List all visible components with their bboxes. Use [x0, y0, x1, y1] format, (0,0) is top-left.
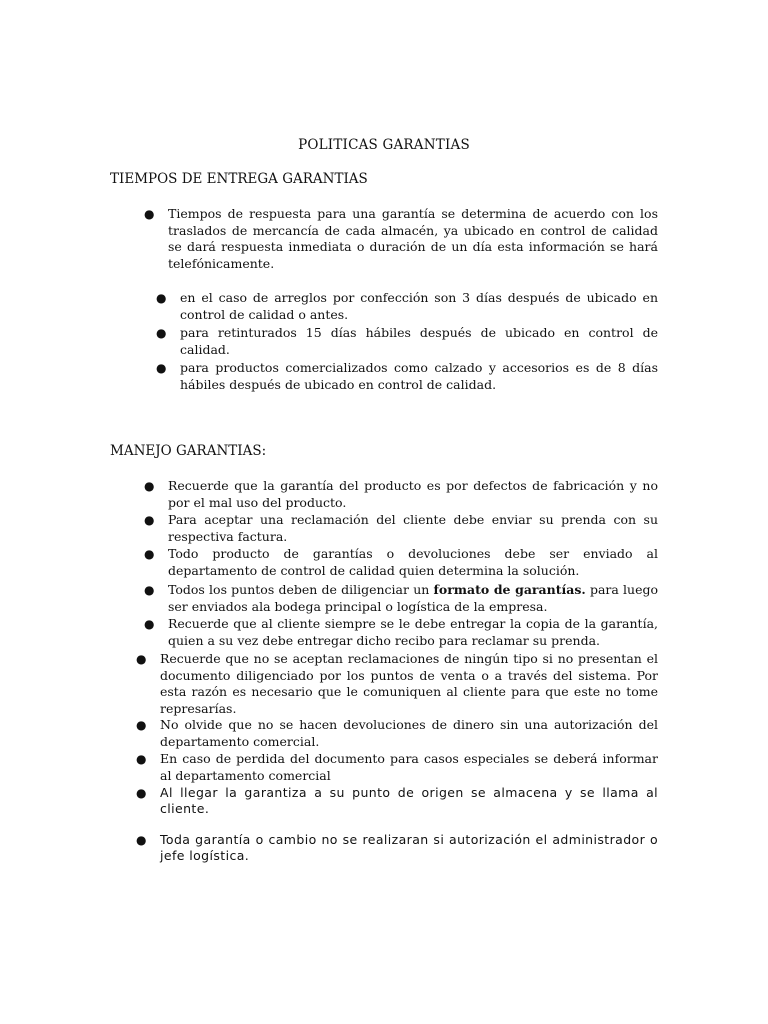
bullet-icon: ●	[144, 479, 155, 493]
bullet-icon: ●	[144, 547, 155, 561]
bullet-icon: ●	[144, 207, 155, 221]
list-item: ● Todo producto de garantías o devoluciones debe ser enviado al departamento de control de calidad quien determina la solución.	[144, 546, 658, 578]
bullet-icon: ●	[136, 718, 147, 732]
bullet-icon: ●	[144, 583, 155, 597]
bullet-icon: ●	[144, 513, 155, 527]
bullet-icon: ●	[136, 752, 147, 766]
section-heading-manejo: MANEJO GARANTIAS:	[110, 443, 267, 459]
bullet-icon: ●	[144, 617, 155, 631]
list-item: ● Todos los puntos deben de diligenciar un formato de garantías. para luego ser enviados ala bodega principal o logística de la empresa.	[144, 582, 658, 614]
list-item: ● No olvide que no se hacen devoluciones de dinero sin una autorización del departamento comercial.	[136, 717, 658, 749]
bullet-icon: ●	[156, 291, 167, 305]
page-title: POLITICAS GARANTIAS	[298, 137, 470, 153]
list-item: ● En caso de perdida del documento para casos especiales se deberá informar al departamento comercial	[136, 751, 658, 783]
bullet-icon: ●	[136, 786, 147, 800]
bullet-icon: ●	[136, 652, 147, 666]
formato-garantias-bold: formato de garantías.	[433, 582, 586, 597]
list-item: ● Tiempos de respuesta para una garantía se determina de acuerdo con los traslados de mercancía de cada almacén, ya ubicado en control de calidad se dará respuesta inmediata o duración de un día esta información se hará telefónicamente.	[144, 206, 658, 271]
section-heading-tiempos: TIEMPOS DE ENTREGA GARANTIAS	[110, 171, 368, 187]
list-item: ● para productos comercializados como calzado y accesorios es de 8 días hábiles después de ubicado en control de calidad.	[156, 360, 658, 392]
list-item: ● Al llegar la garantiza a su punto de origen se almacena y se llama al cliente.	[136, 785, 658, 816]
list-item: ● Para aceptar una reclamación del cliente debe enviar su prenda con su respectiva factura.	[144, 512, 658, 544]
list-item: ● Recuerde que no se aceptan reclamaciones de ningún tipo si no presentan el documento diligenciado por los puntos de venta o a través del sistema. Por esta razón es necesario que le comuniquen al cliente para que este no tome represarías.	[136, 651, 658, 716]
list-item: ● Recuerde que al cliente siempre se le debe entregar la copia de la garantía, quien a su vez debe entregar dicho recibo para reclamar su prenda.	[144, 616, 658, 648]
bullet-icon: ●	[136, 833, 147, 847]
list-item: ● Recuerde que la garantía del producto es por defectos de fabricación y no por el mal uso del producto.	[144, 478, 658, 510]
bullet-icon: ●	[156, 326, 167, 340]
bullet-icon: ●	[156, 361, 167, 375]
list-item: ● en el caso de arreglos por confección son 3 días después de ubicado en control de calidad o antes.	[156, 290, 658, 322]
list-item: ● para retinturados 15 días hábiles después de ubicado en control de calidad.	[156, 325, 658, 357]
list-item: ● Toda garantía o cambio no se realizaran si autorización el administrador o jefe logística.	[136, 832, 658, 863]
